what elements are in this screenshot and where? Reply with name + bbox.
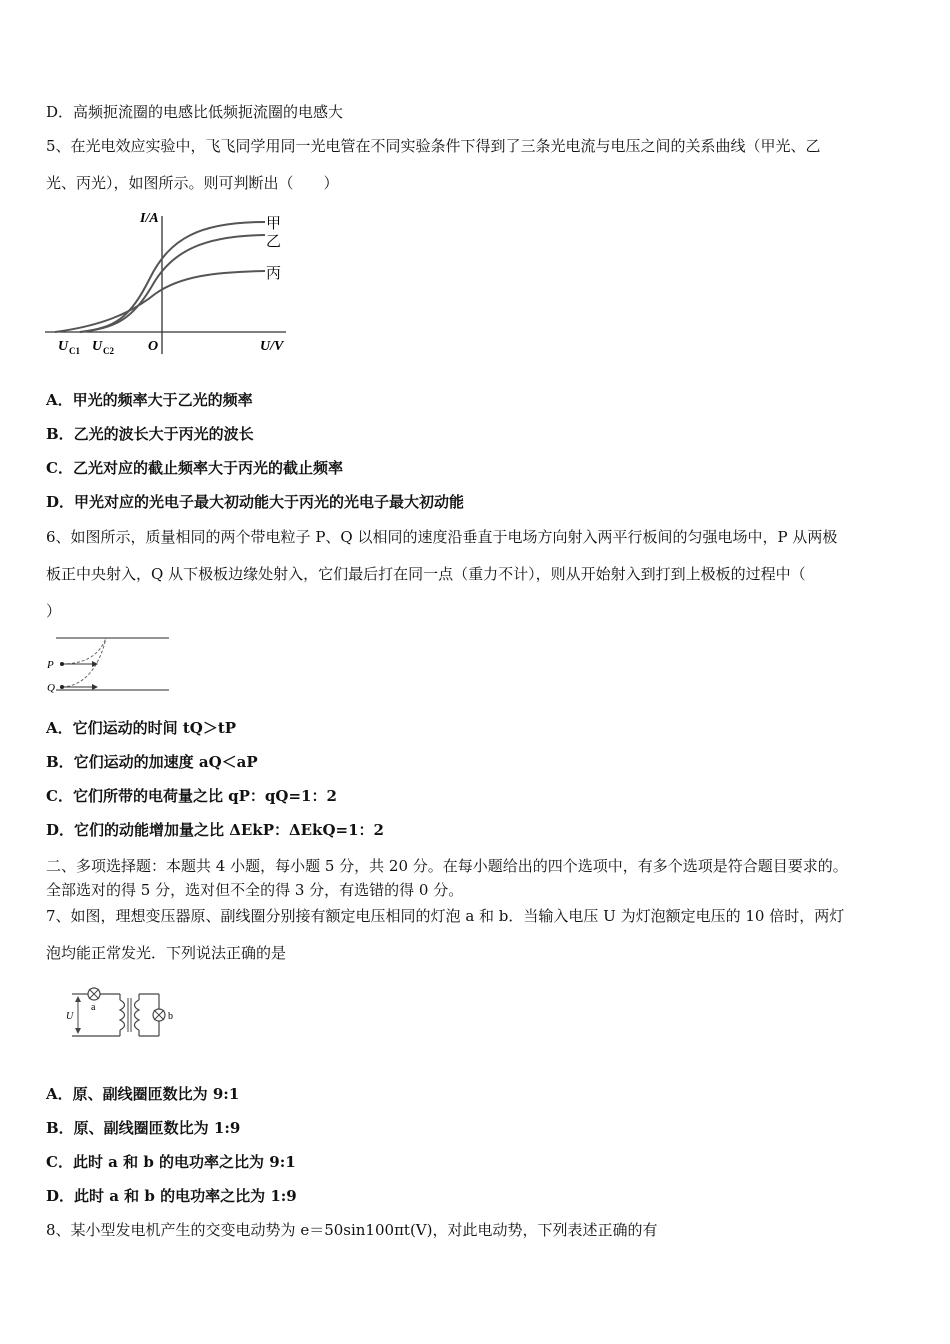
- section2-heading-line1: 二、多项选择题：本题共 4 小题，每小题 5 分，共 20 分。在每小题给出的四个选项中，有多个选项是符合题目要求的。: [46, 857, 848, 875]
- q6-path-p: [62, 638, 106, 664]
- q5-curve-jia: [80, 222, 265, 332]
- q4-option-d: D．高频扼流圈的电感比低频扼流圈的电感大: [46, 103, 344, 121]
- q5-curve-yi-label: 乙: [266, 234, 282, 250]
- q6-label-p: P: [47, 659, 54, 671]
- q5-curve-bing-label: 丙: [266, 266, 282, 282]
- q6-particle-q: [60, 685, 64, 689]
- q5-photoelectric-graph: [40, 208, 300, 360]
- q5-uc2-subscript: C2: [103, 346, 114, 356]
- q6-stem-line1: 6、如图所示，质量相同的两个带电粒子 P、Q 以相同的速度沿垂直于电场方向射入两平行板间的匀强电场中，P 从两极: [46, 528, 838, 546]
- q7-option-d: D．此时 a 和 b 的电功率之比为 1:9: [46, 1187, 297, 1205]
- q7-transformer-circuit: [64, 984, 194, 1046]
- q7-stem-line1: 7、如图，理想变压器原、副线圈分别接有额定电压相同的灯泡 a 和 b．当输入电压 U 为灯泡额定电压的 10 倍时，两灯: [46, 907, 845, 925]
- section2-heading-line2: 全部选对的得 5 分，选对但不全的得 3 分，有选错的得 0 分。: [46, 881, 464, 899]
- q5-uc2-label: U: [92, 339, 103, 354]
- q5-uc1-subscript: C1: [69, 346, 80, 356]
- q7-secondary-coil: [135, 1000, 140, 1030]
- q5-curve-bing: [55, 271, 265, 332]
- q5-x-axis-label: U/V: [260, 339, 284, 354]
- q7-primary-coil: [120, 1000, 125, 1030]
- q5-option-c: C．乙光对应的截止频率大于丙光的截止频率: [46, 459, 343, 477]
- q6-path-q: [62, 638, 106, 687]
- q8-stem-line1: 8、某小型发电机产生的交变电动势为 e＝50sin100πt(V)，对此电动势，下列表述正确的有: [46, 1221, 658, 1239]
- q5-option-a: A．甲光的频率大于乙光的频率: [46, 391, 253, 409]
- q6-option-d: D．它们的动能增加量之比 ΔEkP：ΔEkQ=1：2: [46, 821, 384, 839]
- q7-label-u: U: [66, 1011, 74, 1022]
- q5-stem-line2: 光、丙光），如图所示。则可判断出（ ）: [46, 174, 339, 192]
- q6-label-q: Q: [47, 682, 55, 694]
- q6-stem-line3: ）: [46, 602, 62, 620]
- q6-parallel-plates-figure: [44, 628, 174, 698]
- q6-stem-line2: 板正中央射入，Q 从下极板边缘处射入，它们最后打在同一点（重力不计），则从开始射入到打到上极板的过程中（: [46, 565, 806, 583]
- q5-origin-label: O: [148, 339, 159, 354]
- q6-option-a: A．它们运动的时间 tQ＞tP: [46, 719, 237, 737]
- q7-option-c: C．此时 a 和 b 的电功率之比为 9:1: [46, 1153, 296, 1171]
- q7-stem-line2: 泡均能正常发光．下列说法正确的是: [46, 944, 287, 962]
- q6-particle-p: [60, 662, 64, 666]
- q6-option-c: C．它们所带的电荷量之比 qP：qQ=1：2: [46, 787, 337, 805]
- q5-stem-line1: 5、在光电效应实验中，飞飞同学用同一光电管在不同实验条件下得到了三条光电流与电压之间的关系曲线（甲光、乙: [46, 137, 821, 155]
- q6-option-b: B．它们运动的加速度 aQ＜aP: [46, 753, 258, 771]
- q7-option-a: A．原、副线圈匝数比为 9:1: [46, 1085, 240, 1103]
- q7-label-a: a: [91, 1002, 96, 1013]
- q5-option-b: B．乙光的波长大于丙光的波长: [46, 425, 254, 443]
- q5-uc1-label: U: [58, 339, 69, 354]
- q5-y-axis-label: I/A: [140, 211, 159, 226]
- q5-option-d: D．甲光对应的光电子最大初动能大于丙光的光电子最大初动能: [46, 493, 465, 511]
- q7-option-b: B．原、副线圈匝数比为 1:9: [46, 1119, 241, 1137]
- q5-curve-jia-label: 甲: [266, 216, 282, 232]
- q7-label-b: b: [168, 1011, 173, 1022]
